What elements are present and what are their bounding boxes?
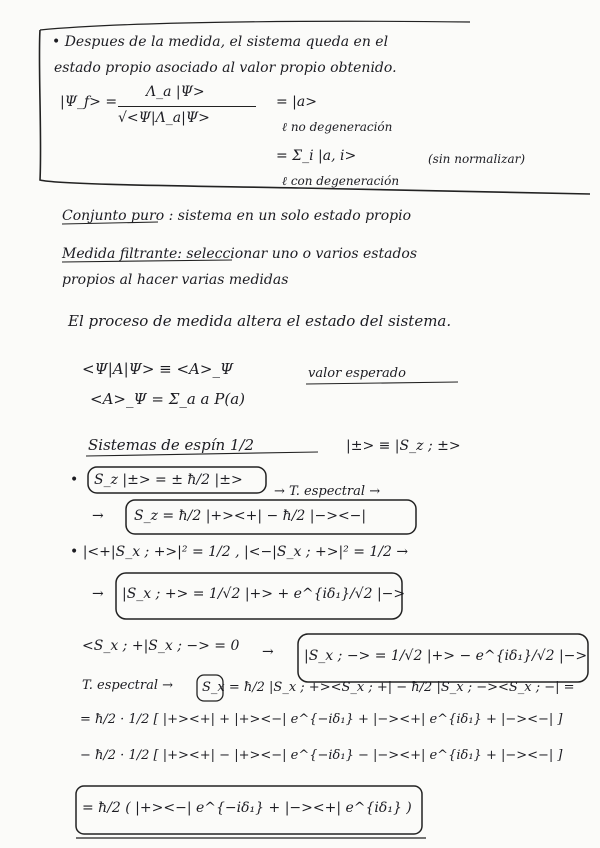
fraction-numerator: Λ_a |Ψ> — [146, 84, 205, 100]
tesp2: T. espectral → — [82, 678, 174, 693]
expectation-sum: <A>_Ψ = Σ_a a P(a) — [90, 390, 245, 408]
sx-spectral: S_x = ħ/2 |S_x ; +><S_x ; +| − ħ/2 |S_x ; −><S_x ; −| = — [202, 680, 575, 695]
orthogonality: <S_x ; +|S_x ; −> = 0 — [82, 638, 240, 654]
bullet: • — [70, 472, 79, 488]
prob-line: • |<+|S_x ; +>|² = 1/2 , |<−|S_x ; +>|² = 1/2 → — [70, 544, 409, 560]
eq-r1: = |a> — [276, 94, 317, 110]
arrow: → — [92, 586, 104, 602]
sx-plus: |S_x ; +> = 1/√2 |+> + e^{iδ₁}/√2 |−> — [122, 586, 406, 602]
medida-filtrante-2: propios al hacer varias medidas — [62, 272, 289, 288]
sx-minus: |S_x ; −> = 1/√2 |+> − e^{iδ₁}/√2 |−> — [304, 648, 588, 664]
expectation-note: valor esperado — [308, 366, 406, 381]
eq-r3-note: ℓ con degeneración — [282, 174, 400, 188]
expectation-def: <Ψ|A|Ψ> ≡ <A>_Ψ — [82, 360, 234, 378]
arrow: → — [262, 644, 274, 660]
box1-line1: • Despues de la medida, el sistema queda en el — [52, 34, 389, 50]
eq-r1-note: ℓ no degeneración — [282, 120, 393, 134]
conjunto-puro: Conjunto puro : sistema en un solo estado propio — [62, 208, 412, 224]
medida-filtrante-1: Medida filtrante: seleccionar uno o varios estados — [62, 246, 418, 262]
expansion-line-1: = ħ/2 · 1/2 [ |+><+| + |+><−| e^{−iδ₁} + |−><+| e^{iδ₁} + |−><−| ] — [80, 712, 563, 727]
result-line: = ħ/2 ( |+><−| e^{−iδ₁} + |−><+| e^{iδ₁} ) — [82, 800, 412, 816]
expansion-line-2: − ħ/2 · 1/2 [ |+><+| − |+><−| e^{−iδ₁} − |−><+| e^{iδ₁} + |−><−| ] — [80, 748, 563, 763]
fraction-denominator: √<Ψ|Λ_a|Ψ> — [118, 110, 210, 126]
sz-eigen: S_z |±> = ± ħ/2 |±> — [94, 472, 243, 488]
box1-line2: estado propio asociado al valor propio obtenido. — [54, 60, 397, 76]
eq-r2-note: (sin normalizar) — [428, 152, 526, 166]
sz-spectral: S_z = ħ/2 |+><+| − ħ/2 |−><−| — [134, 508, 367, 524]
spin-def: |±> ≡ |S_z ; ±> — [346, 438, 461, 454]
fraction-bar — [118, 106, 256, 107]
tesp-arrow: → T. espectral → — [274, 484, 381, 499]
proceso-medida: El proceso de medida altera el estado del sistema. — [68, 312, 452, 330]
eq-r2: = Σ_i |a, i> — [276, 148, 357, 164]
psi-lhs: |Ψ_f> = — [60, 94, 118, 110]
arrow: → — [92, 508, 104, 524]
spin-title: Sistemas de espín 1/2 — [88, 436, 255, 454]
